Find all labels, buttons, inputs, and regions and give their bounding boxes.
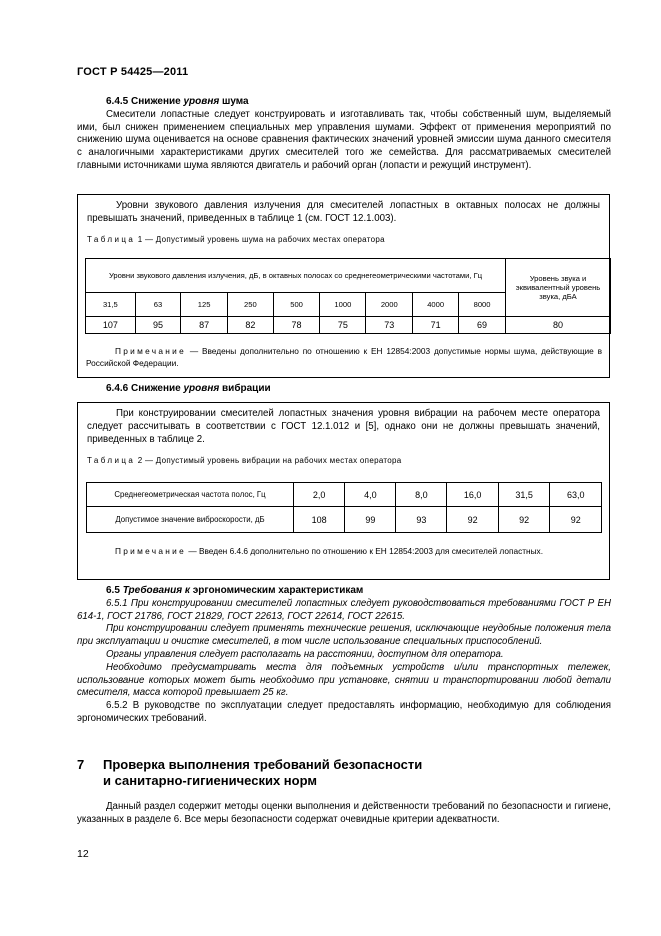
- section-6-4-6-title: 6.4.6 Снижение уровня вибрации: [106, 383, 271, 394]
- document-header: ГОСТ Р 54425—2011: [77, 66, 189, 78]
- table-cell: 1000: [320, 293, 366, 317]
- table-cell: 108: [294, 507, 345, 533]
- table-2-value-row: [87, 507, 602, 533]
- table-1-caption: Таблица 1 — Допустимый уровень шума на рабочих местах оператора: [87, 235, 385, 244]
- table-2-row2-label: Допустимое значение виброскорости, дБ: [87, 507, 294, 533]
- table-cell: 99: [345, 507, 396, 533]
- table-cell: 107: [86, 317, 136, 334]
- table-cell: 69: [459, 317, 506, 334]
- table-cell: 92: [447, 507, 499, 533]
- page-number: 12: [77, 848, 89, 860]
- table-cell: 82: [227, 317, 273, 334]
- section-6-4-5: [77, 96, 611, 173]
- table-cell: 31,5: [498, 483, 550, 507]
- table-1-values-row: [86, 317, 611, 334]
- table-cell: 78: [273, 317, 320, 334]
- section-6-4-5-title: 6.4.5 Снижение уровня шума: [106, 96, 249, 107]
- section-6-5-p2: При конструировании следует применять технические решения, исключающие неудобные положения тела при эксплуатации и очистке смесителей, в том числе использование специальных приспособлений.: [77, 623, 611, 648]
- table-2-note: Примечание — Введен 6.4.6 дополнительно по отношению к ЕН 12854:2003 для смесителей лопастных.: [115, 546, 544, 556]
- table-cell: 63,0: [550, 483, 602, 507]
- section-6-4-5-text: Смесители лопастные следует конструировать и изготавливать так, чтобы собственный шум, выделяемый ими, был снижен применением специальных мер управления шумами. Эффект от применения мероприятий по снижению шума оценивается на основе сравнения фактических значений уровней эмиссии шума данного смесителя с аналогичными характеристиками других смесителей того же семейства. Для рассматриваемых смесителей главными источниками шума являются двигатель и рабочий орган (лопасти и режущий инструмент).: [77, 108, 611, 171]
- table-cell: 2,0: [294, 483, 345, 507]
- table-1-header-right: Уровень звука и эквивалентный уровень звука, дБА: [506, 259, 611, 317]
- noise-box-text: Уровни звукового давления излучения для смесителей лопастных в октавных полосах не должны превышать значений, приведенных в таблице 1 (см. ГОСТ 12.1.003).: [87, 200, 600, 224]
- table-cell: 8,0: [396, 483, 447, 507]
- section-6-5: [77, 585, 611, 726]
- table-cell: 63: [135, 293, 181, 317]
- table-cell: 250: [227, 293, 273, 317]
- table-cell: 95: [135, 317, 181, 334]
- table-cell: 71: [413, 317, 459, 334]
- table-cell: 4000: [413, 293, 459, 317]
- section-6-5-p4: Необходимо предусматривать места для подъемных устройств и/или транспортных тележек, использование которых может быть необходимо при установке, снятии и транспортировании любой детали смесителя, масса которой превышает 25 кг.: [77, 661, 611, 699]
- table-1-header-left: Уровни звукового давления излучения, дБ, в октавных полосах со среднегеометрическими частотами, Гц: [86, 259, 506, 293]
- table-cell: 4,0: [345, 483, 396, 507]
- section-7-title: 7 Проверка выполнения требований безопасности и санитарно-гигиенических норм: [77, 757, 423, 788]
- table-cell: 8000: [459, 293, 506, 317]
- section-6-5-p3: Органы управления следует располагать на расстоянии, доступном для оператора.: [106, 648, 504, 660]
- section-6-5-1-text: 6.5.1 При конструировании смесителей лопастных следует руководствоваться требованиями ГОСТ Р ЕН 614-1, ГОСТ 21786, ГОСТ 21829, ГОСТ 22613, ГОСТ 22614, ГОСТ 22615.: [77, 597, 611, 622]
- vibration-box-text: При конструировании смесителей лопастных значения уровня вибрации на рабочем месте оператора следует рассчитывать в соответствии с ГОСТ 12.1.012 и [5], однако они не должны превышать значений, приведенных в таблице 2.: [87, 408, 600, 445]
- table-2: [86, 482, 602, 533]
- table-1-note: Примечание — Введены дополнительно по отношению к ЕН 12854:2003 допустимые нормы шума, действующие в Российской Федерации.: [86, 346, 602, 368]
- table-cell: 73: [366, 317, 413, 334]
- section-7-text: Данный раздел содержит методы оценки выполнения и действенности требований по безопасности и гигиене, указанных в разделе 6. Все меры безопасности содержат очевидные критерии адекватности.: [77, 801, 611, 825]
- table-cell: 92: [498, 507, 550, 533]
- table-1: [85, 258, 611, 334]
- section-6-5-2-text: 6.5.2 В руководстве по эксплуатации следует предоставлять информацию, необходимую для соблюдения эргономических требований.: [77, 700, 611, 724]
- table-2-row1-label: Среднегеометрическая частота полос, Гц: [87, 483, 294, 507]
- section-6-5-title: 6.5 Требования к эргономическим характеристикам: [106, 585, 364, 596]
- table-cell: 16,0: [447, 483, 499, 507]
- table-cell: 87: [181, 317, 228, 334]
- table-cell: 93: [396, 507, 447, 533]
- table-cell: 31,5: [86, 293, 136, 317]
- table-2-caption: Таблица 2 — Допустимый уровень вибрации на рабочих местах оператора: [87, 456, 402, 465]
- table-cell: 2000: [366, 293, 413, 317]
- table-2-freq-row: [87, 483, 602, 507]
- table-cell: 500: [273, 293, 320, 317]
- table-cell: 92: [550, 507, 602, 533]
- table-cell: 125: [181, 293, 228, 317]
- table-cell: 80: [506, 317, 611, 334]
- section-7: [77, 801, 611, 827]
- table-cell: 75: [320, 317, 366, 334]
- section-6-4-6: [77, 383, 611, 396]
